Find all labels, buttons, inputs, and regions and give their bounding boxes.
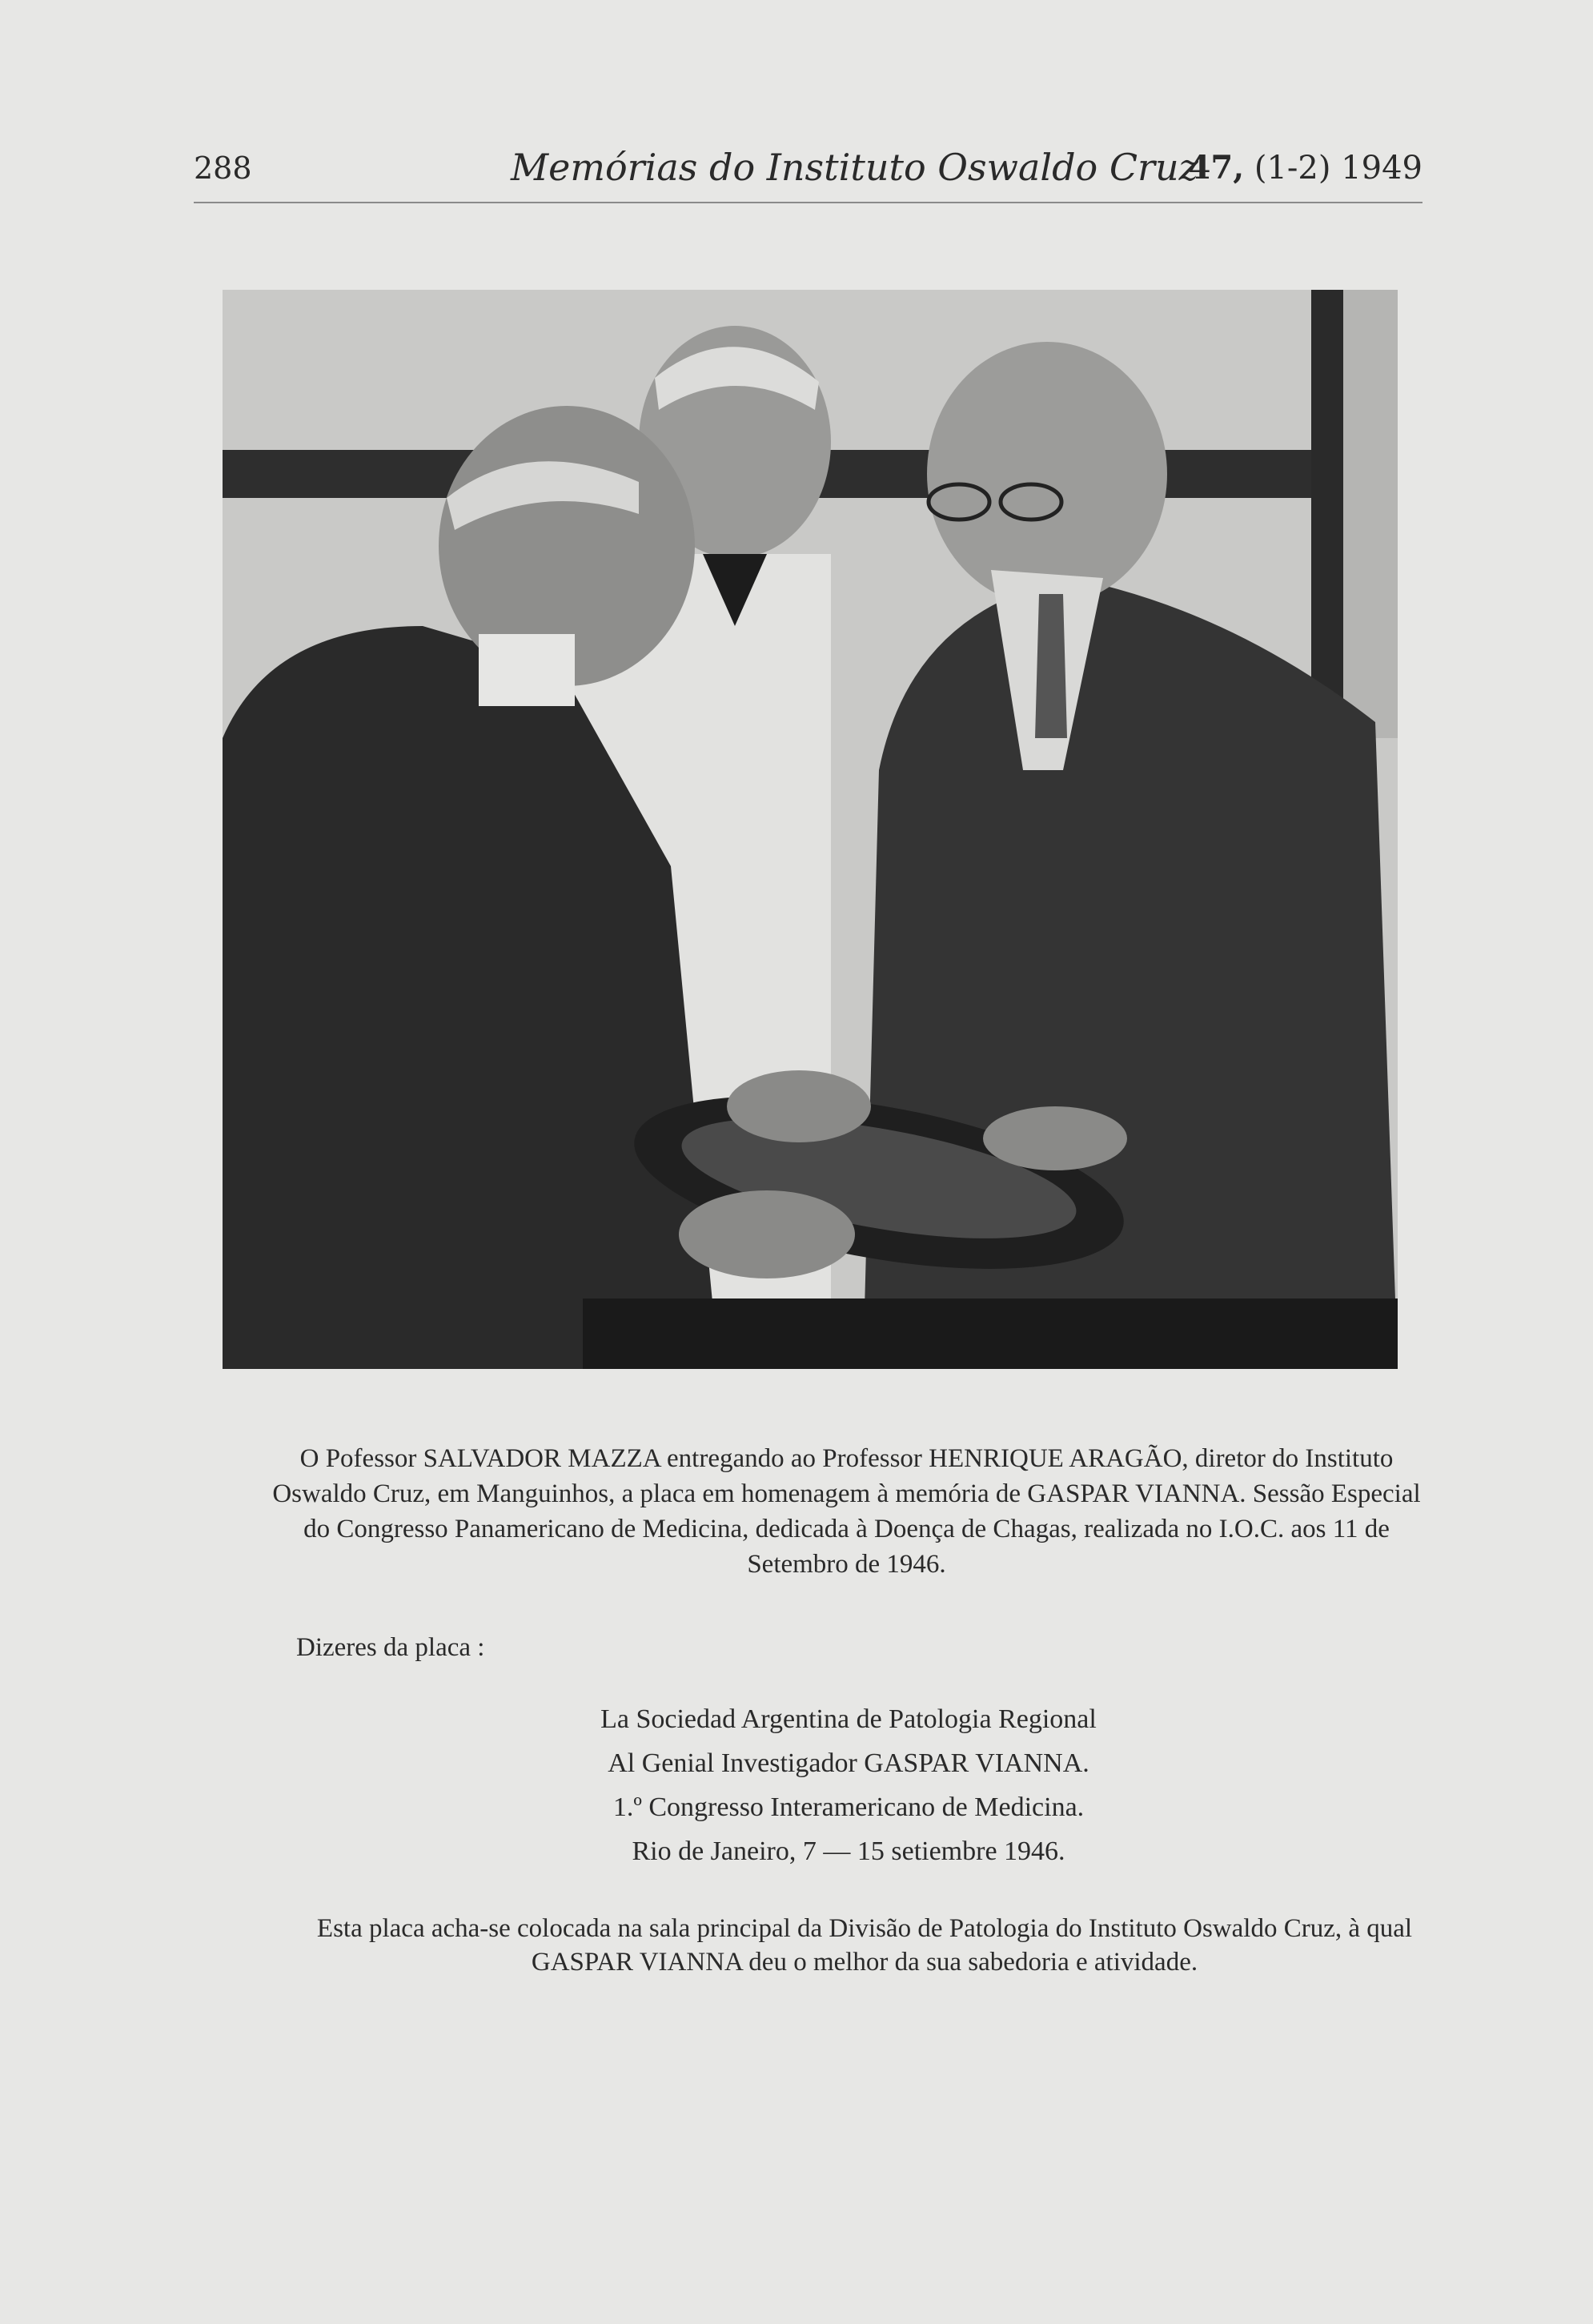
plaque-line: La Sociedad Argentina de Patologia Regional <box>600 1704 1097 1734</box>
photograph <box>223 290 1398 1369</box>
photograph-icon <box>223 290 1398 1369</box>
figure-caption: O Pofessor SALVADOR MAZZA entregando ao Professor HENRIQUE ARAGÃO, diretor do Instituto Oswaldo Cruz, em Manguinhos, a placa em homenagem à memória de GASPAR VIANNA. Sessão Especial do Congresso Panamericano de Medicina, dedicada à Doença de Chagas, realizada no I.O.C. aos 11 de Setembro de 1946. <box>272 1444 1421 1579</box>
plaque-line: Rio de Janeiro, 7 — 15 setiembre 1946. <box>632 1836 1065 1866</box>
volume-number: 47, <box>1188 149 1245 187</box>
running-header <box>194 146 1422 203</box>
plaque-line: Al Genial Investigador GASPAR VIANNA. <box>608 1748 1089 1778</box>
plaque-label: Dizeres da placa : <box>296 1633 485 1662</box>
plaque-line: 1.º Congresso Interamericano de Medicina. <box>612 1792 1085 1822</box>
journal-title: Memórias do Instituto Oswaldo Cruz <box>511 146 1198 189</box>
closing-note: Esta placa acha-se colocada na sala principal da Divisão de Patologia do Instituto Oswaldo Cruz, à qual GASPAR VIANNA deu o melhor da sua sabedoria e atividade. <box>316 1914 1413 1977</box>
page-number: 288 <box>194 151 252 186</box>
issue-year: (1-2) 1949 <box>1254 150 1422 187</box>
plaque-inscription <box>448 1697 1249 1873</box>
volume-info <box>1189 149 1422 187</box>
